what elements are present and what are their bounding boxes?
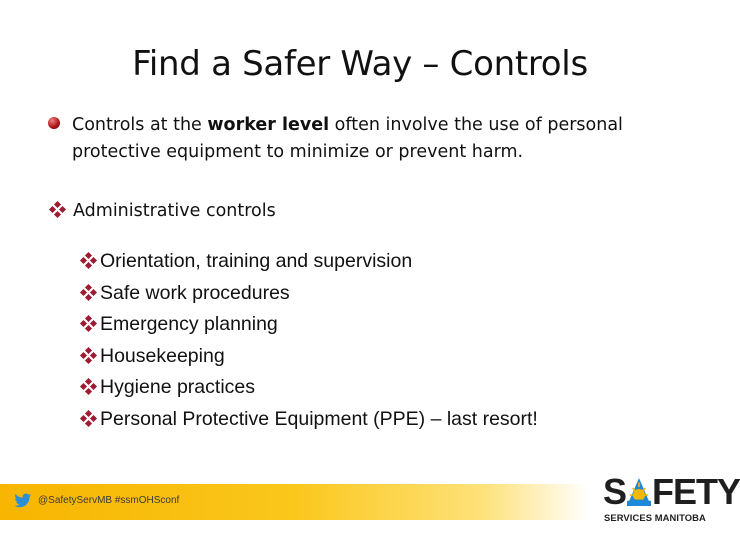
list-item [81, 246, 538, 278]
logo-a-icon [626, 474, 652, 508]
list-item [81, 341, 538, 373]
slide-title: Find a Safer Way – Controls [132, 44, 588, 84]
list-item-label: Safe work procedures [100, 281, 290, 304]
diamond-bullet-icon [81, 316, 96, 331]
intro-text-end: often involve the use of personal protective equipment to minimize or prevent harm. [72, 115, 623, 162]
intro-text-bold: worker level [207, 115, 330, 135]
safety-services-logo [603, 471, 740, 530]
footer-handle: @SafetyServMB #ssmOHSconf [38, 495, 180, 506]
red-ball-bullet-icon [48, 117, 60, 129]
logo-letter-s: S [603, 471, 627, 512]
list-item [81, 372, 538, 404]
diamond-bullet-icon [50, 202, 65, 217]
admin-list [81, 246, 538, 436]
list-item-label: Emergency planning [100, 313, 278, 336]
diamond-bullet-icon [81, 348, 96, 363]
list-item-label: Housekeeping [100, 344, 225, 367]
diamond-bullet-icon [81, 253, 96, 268]
admin-bullet [50, 201, 276, 221]
admin-heading: Administrative controls [73, 201, 276, 221]
list-item [81, 404, 538, 436]
intro-text [72, 112, 648, 166]
logo-wordmark [603, 472, 740, 510]
footer-bar [0, 484, 590, 520]
list-item [81, 309, 538, 341]
intro-bullet [48, 112, 648, 166]
twitter-bird-icon [14, 493, 32, 509]
logo-letters-fety: FETY [652, 471, 740, 512]
list-item-label: Personal Protective Equipment (PPE) – last resort! [100, 407, 538, 430]
diamond-bullet-icon [81, 379, 96, 394]
diamond-bullet-icon [81, 411, 96, 426]
list-item-label: Hygiene practices [100, 376, 255, 399]
list-item [81, 278, 538, 310]
list-item-label: Orientation, training and supervision [100, 250, 413, 272]
logo-subtitle: SERVICES MANITOBA [604, 512, 706, 523]
diamond-bullet-icon [81, 285, 96, 300]
intro-text-start: Controls at the [72, 115, 208, 135]
